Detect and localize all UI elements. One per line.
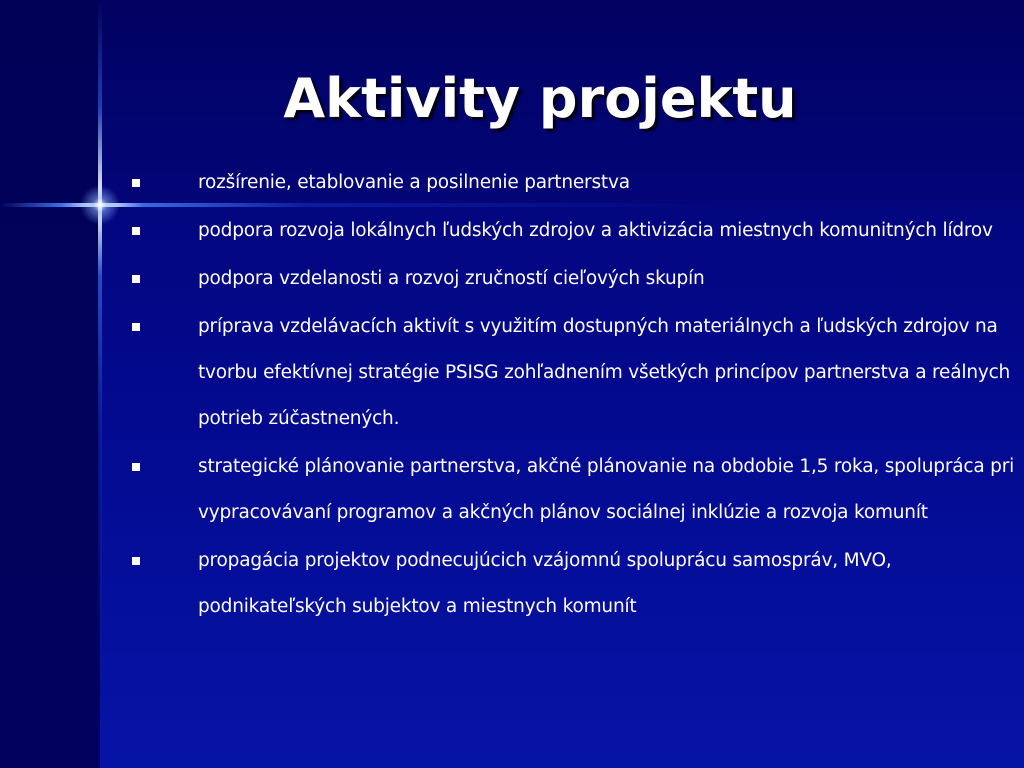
bullet-text: propagácia projektov podnecujúcich vzájomnú spoluprácu samospráv, MVO, podnikateľských subjektov a miestnych komunít	[198, 550, 892, 617]
sparkle-star-icon	[80, 185, 120, 225]
square-bullet-icon	[128, 444, 198, 490]
bullet-list	[128, 160, 1018, 632]
square-bullet-icon	[128, 208, 198, 254]
square-bullet-icon	[128, 160, 198, 206]
bullet-text: podpora vzdelanosti a rozvoj zručností cieľových skupín	[198, 268, 705, 289]
bullet-item	[128, 208, 1018, 254]
square-bullet-icon	[128, 304, 198, 350]
bullet-item	[128, 538, 1018, 630]
slide-title: Aktivity projektu	[283, 67, 797, 131]
bullet-text: rozšírenie, etablovanie a posilnenie partnerstva	[198, 172, 630, 193]
bullet-text: strategické plánovanie partnerstva, akčné plánovanie na obdobie 1,5 roka, spolupráca pri vypracovávaní programov a akčných plánov sociálnej inklúzie a rozvoja komunít	[198, 456, 1015, 523]
bullet-text: podpora rozvoja lokálnych ľudských zdrojov a aktivizácia miestnych komunitných lídrov	[198, 220, 993, 241]
bullet-item	[128, 304, 1018, 442]
bullet-item	[128, 444, 1018, 536]
square-bullet-icon	[128, 538, 198, 584]
square-bullet-icon	[128, 256, 198, 302]
bullet-item	[128, 160, 1018, 206]
bullet-text: príprava vzdelávacích aktivít s využitím dostupných materiálnych a ľudských zdrojov na tvorbu efektívnej stratégie PSISG zohľadnením všetkých princípov partnerstva a reálnych potrieb zúčastnených.	[198, 316, 1011, 429]
bullet-item	[128, 256, 1018, 302]
